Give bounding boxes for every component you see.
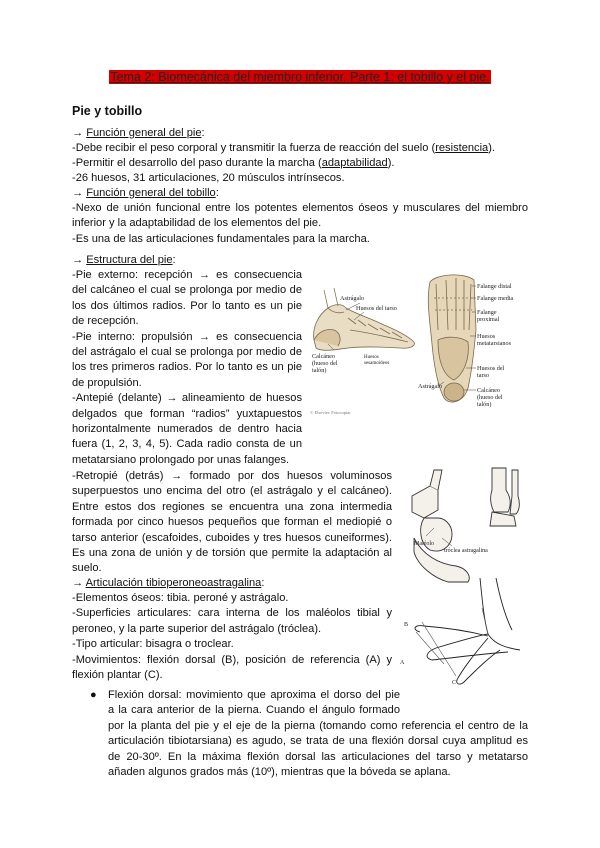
label-calcaneo-1: Calcáneo [477, 387, 501, 394]
label-calcaneo-lateral-2: (hueso del [312, 360, 338, 367]
label-sesamoideos-1: Huesos [364, 355, 379, 360]
label-a: A [400, 660, 405, 666]
label-falange-proximal-2: proximal [477, 316, 500, 323]
label-huesos-tarso-lateral: Huesos del tarso [356, 305, 397, 312]
label-huesos-tarso-2: tarso [477, 372, 490, 379]
bullet-icon: ● [90, 689, 97, 701]
ankle-bones-figure [408, 466, 528, 584]
estructura-heading: → Estructura del pie: [72, 254, 176, 266]
label-falange-distal: Falange distal [477, 283, 512, 290]
label-copyright: © Elsevier. Fotocopiar [310, 410, 351, 415]
label-calcaneo-lateral-1: Calcáneo [312, 353, 336, 360]
flexion-drawing [415, 578, 520, 684]
label-c: C [452, 680, 457, 686]
label-calcaneo-2: (hueso del [477, 394, 503, 401]
funcion-pie-line-3: -26 huesos, 31 articulaciones, 20 músculos intrínsecos. [72, 172, 345, 184]
estructura-narrow-text: -Pie externo: recepción → es consecuencia del calcáneo el cual se prolonga por medio de los dos últimos radios. Por lo tanto es un pie de recepción. -Pie interno: propulsión → es consecuencia del astrágalo el cual se prolonga por medio de los tres primeros radios. Por lo tanto es un pie de propulsión. -Antepié (delante) → alineamiento de huesos delgados que forman “radios” yuxtapuestos horizontalmente numerados de dentro hacia fuera (1, 2, 3, 4, 5). Cada radio consta de un metatarsiano prolongado por unas falanges. [72, 269, 302, 466]
label-falange-media: Falange media [477, 295, 514, 302]
label-calcaneo-lateral-3: talón) [312, 367, 327, 374]
flexion-indent-text: Flexión dorsal: movimiento que aproxima el dorso del pie a la cara anterior de la pierna. Cuando el ángulo formado [108, 689, 400, 717]
label-troclea: tróclea astragalina [444, 548, 488, 554]
label-metatarsianos-2: metatarsianos [477, 340, 512, 347]
funcion-tobillo-heading: → Función general del tobillo: [72, 187, 219, 199]
flexion-text: por la planta del pie y el eje de la pierna (tomando como referencia el centro de la articulación tibiotarsiana) es agudo, se trata de una flexión dorsal cuya amplitud es de 20-30º. En la máxima flexión dorsal las articulaciones del tarso y metatarso añaden algunos grados más (10º), mientras que la bóveda se aplana. [108, 720, 528, 779]
flexion-movements-figure [396, 578, 532, 686]
section-heading: Pie y tobillo [72, 104, 143, 118]
label-huesos-tarso-1: Huesos del [477, 365, 505, 372]
funcion-pie-heading: → Función general del pie: [72, 127, 205, 139]
funcion-tobillo-text: -Nexo de unión funcional entre los potentes elementos óseos y musculares del miembro inferior y la adaptabilidad de los elementos del pie. -Es una de las articulaciones fundamentales para la marcha. [72, 202, 528, 245]
foot-anatomy-figure [304, 270, 538, 418]
funcion-pie-line-1: -Debe recibir el peso corporal y transmitir la fuerza de reacción del suelo (resistencia). [72, 142, 495, 154]
articulacion-text: -Elementos óseos: tibia. peroné y astrágalo. -Superficies articulares: cara interna de los maléolos tibial y peroneo, y la parte superior del astrágalo (tróclea). -Tipo articular: bisagra o troclear. -Movimientos: flexión dorsal (B), posición de referencia (A) y flexión plantar (C). [72, 592, 392, 682]
ankle-drawing [412, 468, 519, 582]
label-metatarsianos-1: Huesos [477, 333, 496, 340]
estructura-wide-text: -Retropié (detrás) → formado por dos huesos voluminosos superpuestos uno encima del otro (el astrágalo y el calcáneo). Entre estos dos regiones se encuentra una zona intermedia formada por cinco huesos pequeños que forman el mediopié o tarso anterior (escafoides, cuboides y tres huesos cuneiformes). Es una zona de unión y de torsión que permite la adaptación al suelo. [72, 470, 392, 575]
label-falange-proximal-1: Falange [477, 309, 497, 316]
label-b: B [404, 622, 409, 628]
articulacion-heading: → Articulación tibioperoneoastragalina: [72, 577, 265, 589]
label-sesamoideos-2: sesamoideos [364, 361, 390, 366]
label-astragalo: Astrágalo [418, 383, 443, 390]
label-calcaneo-3: talón) [477, 401, 492, 408]
label-astragalo-lateral: Astrágalo [340, 295, 365, 302]
label-maleolo: Maléolo [414, 541, 434, 547]
funcion-pie-line-2: -Permitir el desarrollo del paso durante la marcha (adaptabilidad). [72, 157, 395, 169]
document-title: Tema 2: Biomecánica del miembro inferior. Parte 1: el tobillo y el pie. [110, 70, 490, 84]
